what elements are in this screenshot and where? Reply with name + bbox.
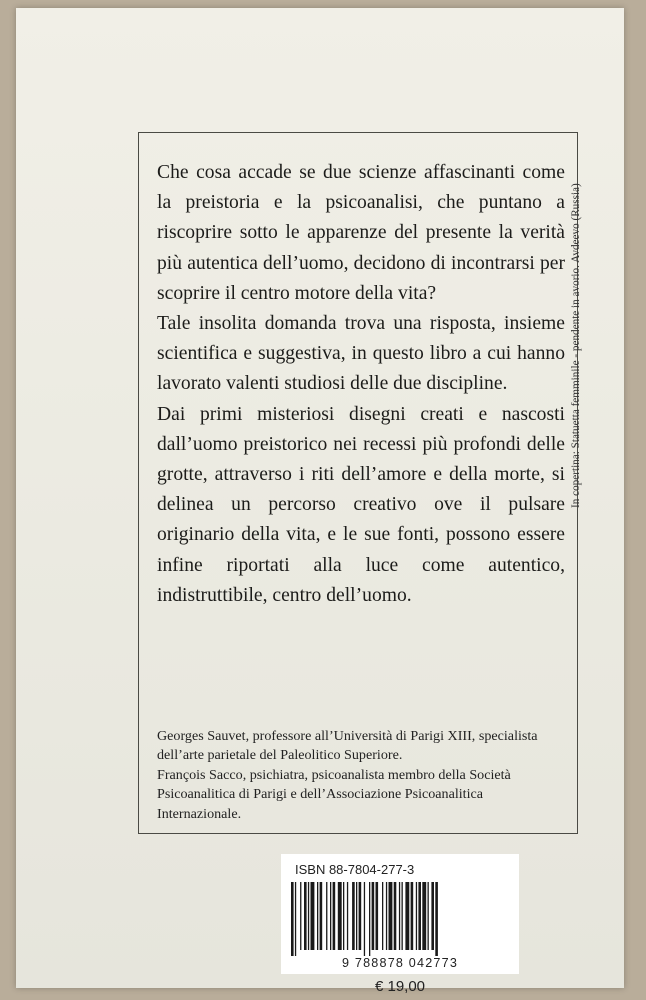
blurb-paragraph: Dai primi misteriosi disegni creati e nascosti dall’uomo preistorico nei recessi più profondi delle grotte, attraverso i riti dell’amore e della morte, si delinea un percorso creativo ove il pulsare originario della vita, e le sue fonti, possono essere infine riportati alla luce come autentico, indistruttibile, centro dell’uomo. [157,403,565,606]
barcode-bar [311,882,315,950]
barcode-bar [333,882,336,950]
barcode-bar [326,882,327,950]
barcode-bar [411,882,414,950]
author-note-sauvet: Georges Sauvet, professore all’Università di Parigi XIII, specialista dell’arte parietale del Paleolitico Superiore. [157,728,538,764]
barcode-bar [405,882,409,950]
price-label: € 19,00 [374,978,426,995]
cover-blurb [157,158,565,611]
barcode-bar [376,882,379,950]
barcode-bar [330,882,331,950]
barcode-bar [320,882,323,950]
barcode-digits: 9 788878 042773 [341,956,459,970]
cover-credit-text: In copertina: Statuetta femminile - pendente in avorio. Avdeevo (Russia) [570,183,582,508]
barcode-bar [416,882,417,950]
blurb-paragraph: Tale insolita domanda trova una risposta, insieme scientifica e suggestiva, in questo libro a cui hanno lavorato valenti studiosi delle due discipline. [157,313,565,395]
barcode-bar [338,882,342,950]
barcode-bar [356,882,357,950]
barcode-bar [402,882,403,950]
blurb-paragraph: Che cosa accade se due scienze affascinanti come la preistoria e la psicoanalisi, che puntano a riscoprire sotto le apparenze del presente la verità più autentica dell’uomo, decidono di incontrarsi per scoprire il centro motore della vita? [157,162,565,304]
barcode-bar [422,882,426,950]
barcode-bar [343,882,344,950]
barcode-bar [394,882,397,950]
barcode-bar [431,882,434,950]
author-note-sacco: François Sacco, psichiatra, psicoanalista membro della Società Psicoanalitica di Parigi e dell’Associazione Psicoanalitica Internazionale. [157,766,511,822]
barcode-bar [300,882,301,950]
barcode-bar [369,882,370,956]
barcode-bar [382,882,383,950]
barcode-bar [304,882,307,950]
barcode-bar [364,882,365,956]
barcode-bar [317,882,318,950]
barcode-bar [359,882,362,950]
barcode-bar [352,882,355,950]
isbn-label: ISBN 88-7804-277-3 [295,862,415,877]
barcode-bar [308,882,309,950]
barcode-bar [386,882,387,950]
barcode-bar [291,882,294,956]
barcode-bar [347,882,348,950]
barcode-bar [418,882,421,950]
barcode-panel [281,854,519,995]
barcode-bar [372,882,375,950]
barcode-graphic [287,882,513,956]
barcode-bar [399,882,400,950]
barcode-bar [435,882,438,956]
barcode-bar [428,882,429,950]
cover-credit [570,183,582,508]
barcode-bar [389,882,393,950]
barcode-bar [295,882,296,956]
author-notes [157,727,565,824]
